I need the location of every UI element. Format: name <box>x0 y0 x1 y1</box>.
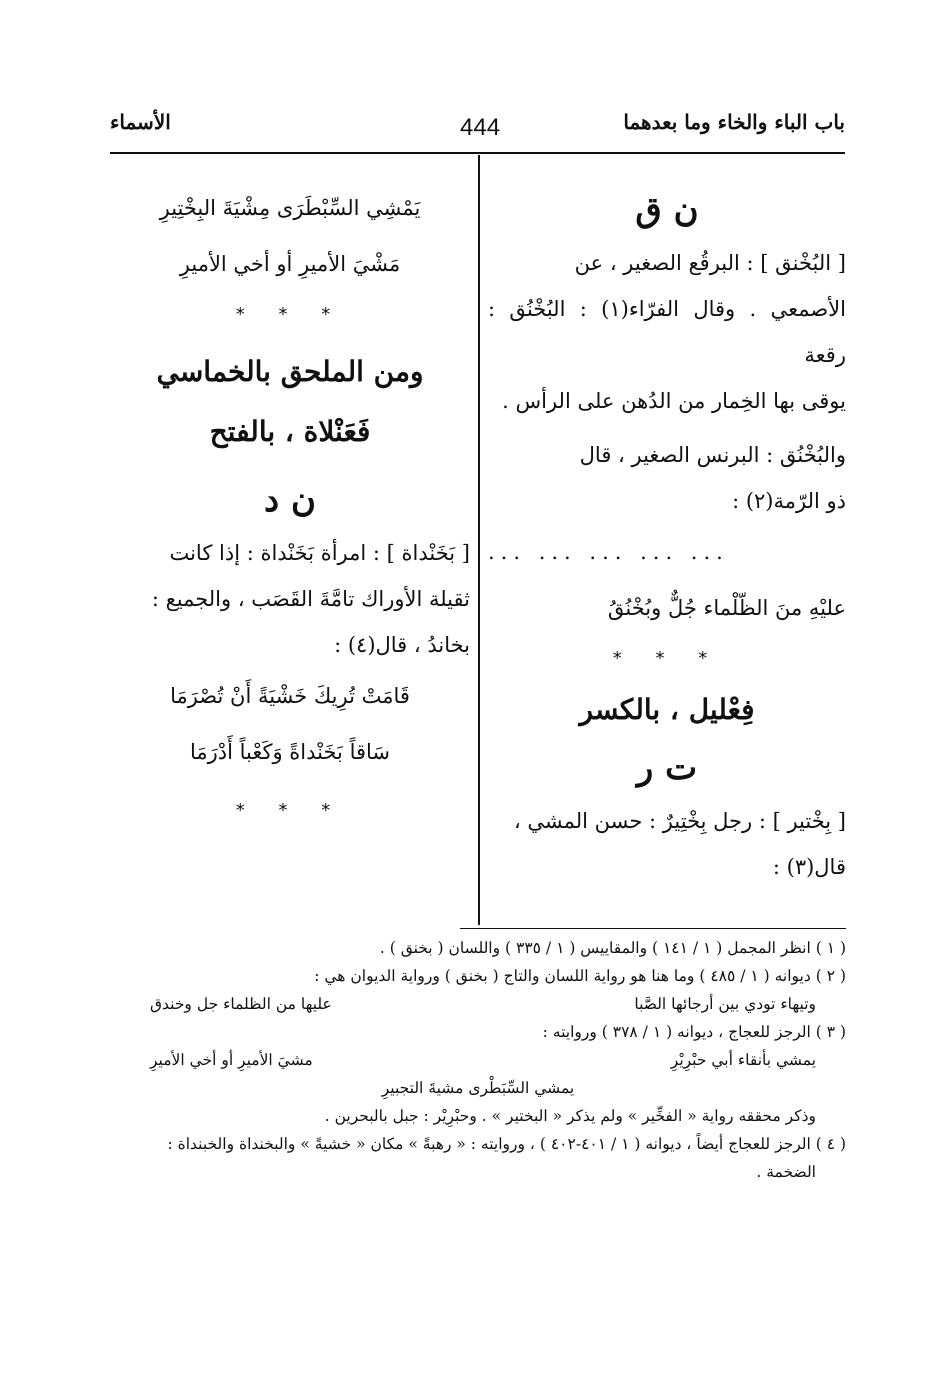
footnote-verse <box>110 1046 846 1074</box>
entry-text: [ البُخْنق ] : البرقُع الصغير ، عن <box>574 251 846 275</box>
verse-line: عليْهِ منَ الظّلْماء جُلٌّ وبُخْنُقُ <box>607 596 846 620</box>
ellipsis-line: ... ... ... ... ... <box>488 540 729 564</box>
verse-line: سَاقاً بَخَنْداةً وَكَعْباً أَدْرَمَا <box>189 740 391 764</box>
pattern-heading: فِعْليل ، بالكسر <box>579 693 755 726</box>
footnote-2: ( ٢ ) ديوانه ( ١ / ٤٨٥ ) وما هنا هو رواية اللسان والتاج ( بخنق ) ورواية الديوان هي : <box>314 967 846 985</box>
root-heading: ت ر <box>636 748 698 788</box>
chapter-title: باب الباء والخاء وما بعدهما <box>623 110 845 134</box>
verse-hemistich: يمشي بأنقاء أبي حبْرِيْرِ <box>670 1051 816 1069</box>
separator-stars: * * * <box>235 304 345 325</box>
entry-text: [ بِخْتير ] : رجل بِخْتِيرٌ : حسن المشي ، <box>513 809 846 833</box>
footnote-1: ( ١ ) انظر المجمل ( ١ / ١٤١ ) والمقاييس ( ١ / ٣٣٥ ) واللسان ( بخنق ) . <box>379 939 846 957</box>
section-title: الأسماء <box>110 110 171 134</box>
verse-line: يَمْشِي السِّبْطَرَى مِشْيَةَ البِخْتِيرِ <box>159 196 421 220</box>
section-heading: ومن الملحق بالخماسي <box>156 355 424 388</box>
footnotes <box>110 934 846 1186</box>
entry-text: بخاندُ ، قال(٤) : <box>334 633 470 657</box>
verse-hemistich: وتيهاء تودي بين أرجائها الصَّبا <box>634 995 816 1013</box>
separator-stars: * * * <box>612 648 722 669</box>
entry-text: ثقيلة الأوراك تامَّةَ القَصَب ، والجميع : <box>151 587 470 611</box>
page-number: 444 <box>460 114 501 141</box>
verse-hemistich: عليها من الظلماء جل وخندق <box>150 995 332 1013</box>
footnote-3: ( ٣ ) الرجز للعجاج ، ديوانه ( ١ / ٣٧٨ ) وروايته : <box>542 1023 846 1041</box>
verse-hemistich: مشيَ الأميرِ أو أخي الأميرِ <box>150 1051 313 1069</box>
right-column <box>488 180 846 890</box>
verse-line: قَامَتْ تُرِيكَ خَشْيَةً أَنْ تُصْرَمَا <box>170 684 410 708</box>
footnote-rule <box>460 928 846 929</box>
entry-text: والبُخْنُق : البرنس الصغير ، قال <box>579 443 846 467</box>
entry-text: ذو الرّمة(٢) : <box>732 489 846 513</box>
verse-line: مَشْيَ الأميرِ أو أخي الأميرِ <box>179 252 401 276</box>
footnote-note: وذكر محققه رواية « الفخِّير » ولم يذكر « البختير » . وحبْرِيْر : جبل بالبحرين . <box>324 1107 816 1125</box>
separator-stars: * * * <box>235 800 345 821</box>
page-header <box>110 108 845 154</box>
entry-text: يوقى بها الخِمار من الدُهن على الرأس . <box>502 389 846 413</box>
root-heading: ن ق <box>635 190 699 230</box>
left-column <box>110 180 470 834</box>
footnote-verse: يمشي السِّبَطْرى مشيةَ التجبيرِ <box>381 1079 575 1097</box>
pattern-heading: فَعَنْلاة ، بالفتح <box>209 415 371 448</box>
entry-text: قال(٣) : <box>772 855 846 879</box>
footnote-verse <box>110 990 846 1018</box>
entry-text: [ بَخَنْداة ] : امرأة بَخَنْداة : إذا كانت <box>169 541 470 565</box>
root-heading: ن د <box>264 480 316 520</box>
footnote-4: ( ٤ ) الرجز للعجاج أيضاً ، ديوانه ( ١ / ٤٠١-٤٠٢ ) ، وروايته : « رهبةً » مكان « خشيةً » والبخنداة والخبنداة : <box>167 1135 846 1153</box>
footnote-4-cont: الضخمة . <box>756 1163 816 1181</box>
column-divider <box>478 155 480 925</box>
entry-text: الأصمعي . وقال الفرّاء(١) : البُخْنُق : رقعة <box>488 297 846 367</box>
